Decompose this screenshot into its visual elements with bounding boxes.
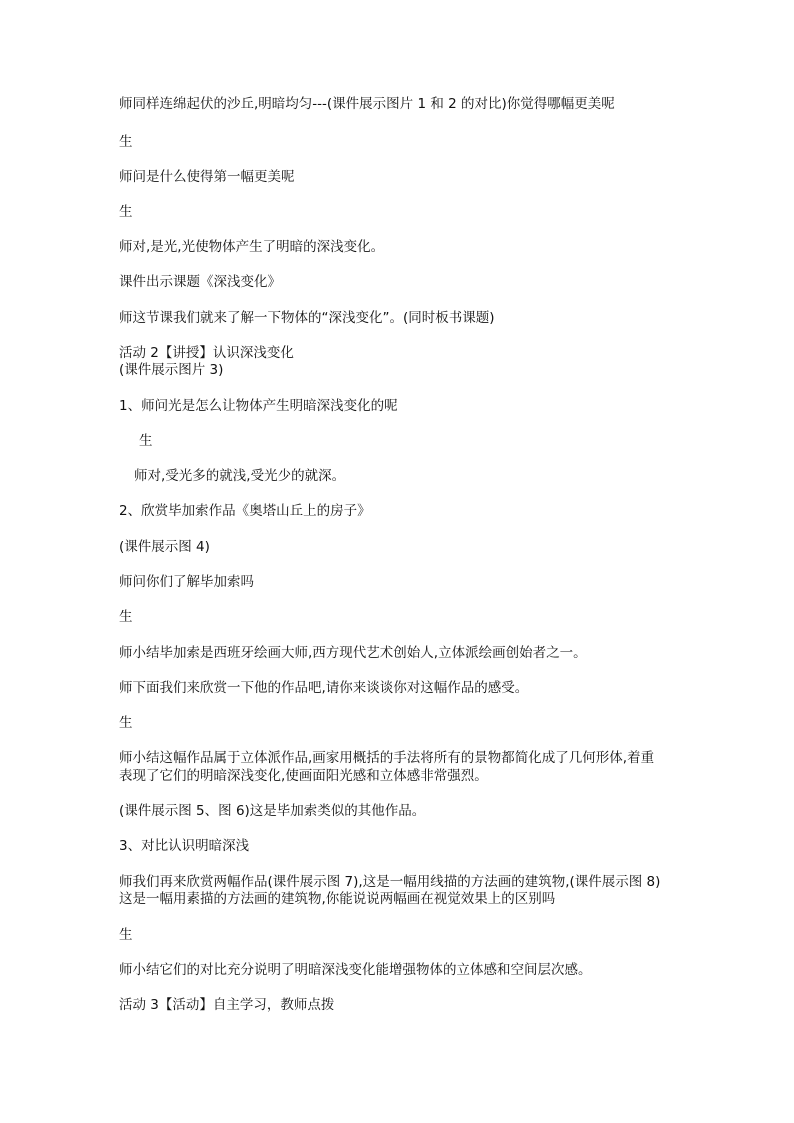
paragraph: 师小结这幅作品属于立体派作品,画家用概括的手法将所有的景物都简化成了几何形体,着重 xyxy=(119,750,655,766)
paragraph: 生 xyxy=(119,134,133,150)
paragraph: 师下面我们来欣赏一下他的作品吧,请你来谈谈你对这幅作品的感受。 xyxy=(119,680,529,696)
paragraph: 3、对比认识明暗深浅 xyxy=(119,838,250,854)
paragraph: 表现了它们的明暗深浅变化,使画面阳光感和立体感非常强烈。 xyxy=(119,768,488,784)
paragraph: 生 xyxy=(119,927,133,943)
paragraph: 师问是什么使得第一幅更美呢 xyxy=(119,169,295,185)
paragraph: 师对,是光,光使物体产生了明暗的深浅变化。 xyxy=(119,239,385,255)
paragraph: 师问你们了解毕加索吗 xyxy=(119,574,254,590)
paragraph: 2、欣赏毕加索作品《奥塔山丘上的房子》 xyxy=(119,503,371,519)
paragraph: 这是一幅用素描的方法画的建筑物,你能说说两幅画在视觉效果上的区别吗 xyxy=(119,891,556,907)
paragraph: 师这节课我们就来了解一下物体的“深浅变化”。(同时板书课题) xyxy=(119,310,495,326)
paragraph: 生 xyxy=(119,715,133,731)
section-heading: 活动 3【活动】自主学习，教师点拨 xyxy=(119,997,335,1013)
paragraph: 课件出示课题《深浅变化》 xyxy=(119,274,281,290)
paragraph: (课件展示图 4) xyxy=(119,539,210,555)
paragraph: (课件展示图片 3) xyxy=(119,362,224,378)
paragraph: 师我们再来欣赏两幅作品(课件展示图 7),这是一幅用线描的方法画的建筑物,(课件展示图 8) xyxy=(119,874,661,890)
paragraph: 师对,受光多的就浅,受光少的就深。 xyxy=(134,468,346,484)
paragraph: 师同样连绵起伏的沙丘,明暗均匀---(课件展示图片 1 和 2 的对比)你觉得哪幅更美呢 xyxy=(119,96,615,112)
paragraph: 1、师问光是怎么让物体产生明暗深浅变化的呢 xyxy=(119,398,398,414)
paragraph: 师小结它们的对比充分说明了明暗深浅变化能增强物体的立体感和空间层次感。 xyxy=(119,962,592,978)
paragraph: 师小结毕加索是西班牙绘画大师,西方现代艺术创始人,立体派绘画创始者之一。 xyxy=(119,645,587,661)
paragraph: 生 xyxy=(119,609,133,625)
paragraph: 生 xyxy=(139,433,153,449)
section-heading: 活动 2【讲授】认识深浅变化 xyxy=(119,345,294,361)
paragraph: 生 xyxy=(119,204,133,220)
paragraph: (课件展示图 5、图 6)这是毕加索类似的其他作品。 xyxy=(119,803,426,819)
